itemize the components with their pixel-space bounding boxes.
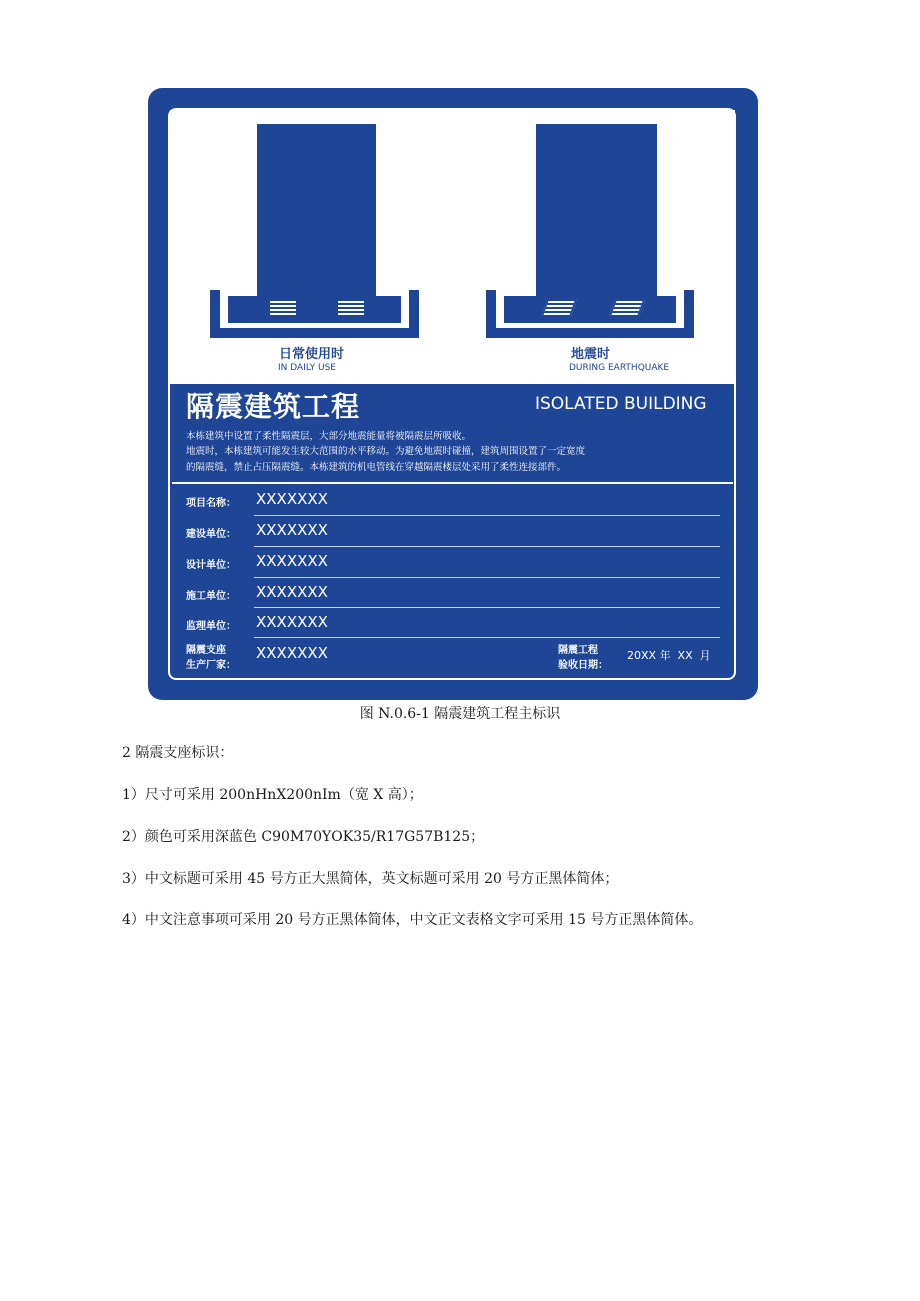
isolation-bearing-icon <box>268 299 298 317</box>
sign-title-en: ISOLATED BUILDING <box>535 394 707 414</box>
row-value: XXXXXXX <box>256 644 328 662</box>
scene-quake-cn: 地震时 <box>571 347 611 362</box>
section-heading: 2 隔震支座标识： <box>122 745 234 761</box>
row-value: XXXXXXX <box>256 552 328 570</box>
sign-description-line: 地震时，本栋建筑可能发生较大范围的水平移动。为避免地震时碰撞，建筑周围设置了一定宽度 <box>186 446 586 457</box>
row-label: 建设单位： <box>186 529 236 540</box>
scene-daily-en: IN DAILY USE <box>278 363 336 373</box>
row-value: XXXXXXX <box>256 613 328 631</box>
scene-quake-en: DURING EARTHQUAKE <box>569 363 670 373</box>
acceptance-date-label: 验收日期： <box>558 660 608 671</box>
row-label: 隔震支座 <box>186 645 226 656</box>
row-value: XXXXXXX <box>256 490 328 508</box>
sign-description-line: 本栋建筑中设置了柔性隔震层，大部分地震能量将被隔震层所吸收。 <box>186 431 472 442</box>
figure-caption: 图 N.0.6-1 隔震建筑工程主标识 <box>359 706 561 722</box>
list-item: 1）尺寸可采用 200nHnX200nIm（宽 X 高）； <box>122 787 423 803</box>
row-underline <box>254 515 720 516</box>
row-label: 生产厂家： <box>186 660 236 671</box>
list-item: 3）中文标题可采用 45 号方正大黑简体，英文标题可采用 20 号方正黑体简体； <box>122 871 619 887</box>
row-underline <box>254 607 720 608</box>
building-block-daily <box>257 124 376 296</box>
scene-daily-cn: 日常使用时 <box>279 347 345 362</box>
row-label: 设计单位： <box>186 560 236 571</box>
list-item: 2）颜色可采用深蓝色 C90M70YOK35/R17G57B125； <box>122 829 485 845</box>
acceptance-date-value: 20XX 年 XX 月 <box>627 649 711 662</box>
isolation-bearing-icon <box>336 299 366 317</box>
row-value: XXXXXXX <box>256 521 328 539</box>
row-label: 监理单位： <box>186 621 236 632</box>
row-label: 项目名称： <box>186 498 236 509</box>
sign-divider <box>172 482 733 484</box>
building-block-quake <box>536 124 657 296</box>
row-underline <box>254 577 720 578</box>
row-label: 施工单位： <box>186 591 236 602</box>
row-underline <box>254 637 720 638</box>
row-value: XXXXXXX <box>256 583 328 601</box>
list-item: 4）中文注意事项可采用 20 号方正黑体简体，中文正文表格文字可采用 15 号方正黑体简体。 <box>122 912 703 928</box>
row-underline <box>254 546 720 547</box>
acceptance-date-label: 隔震工程 <box>558 645 598 656</box>
sign-description-line: 的隔震缝，禁止占压隔震缝。本栋建筑的机电管线在穿越隔震楼层处采用了柔性连接部件。 <box>186 462 567 473</box>
sign-title-cn: 隔震建筑工程 <box>186 390 361 423</box>
